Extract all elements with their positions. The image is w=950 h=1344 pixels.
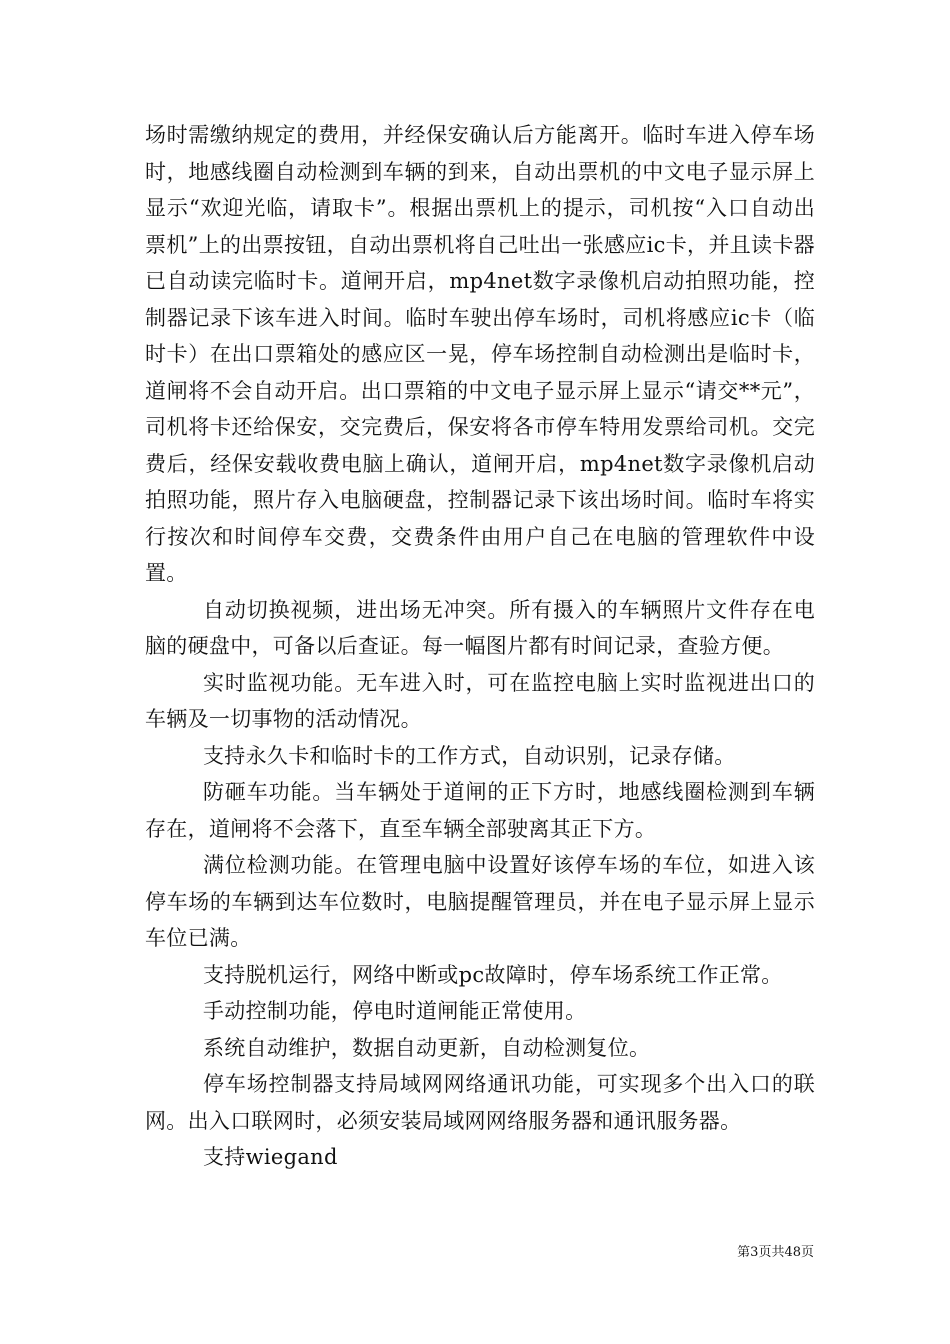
paragraph-wiegand: 支持wiegand: [203, 1145, 338, 1169]
paragraph-network: 停车场控制器支持局域网网络通讯功能，可实现多个出入口的联网。出入口联网时，必须安装局域网网络服务器和通讯服务器。: [145, 1072, 815, 1133]
paragraph-card-support: 支持永久卡和临时卡的工作方式，自动识别，记录存储。: [203, 743, 736, 768]
paragraph-full-detection: 满位检测功能。在管理电脑中设置好该停车场的车位，如进入该停车场的车辆到达车位数时，电脑提醒管理员，并在电子显示屏上显示车位已满。: [145, 853, 815, 950]
paragraph-video-switching: 自动切换视频，进出场无冲突。所有摄入的车辆照片文件存在电脑的硬盘中，可备以后查证。每一幅图片都有时间记录，查验方便。: [145, 597, 815, 658]
page-number: 第3页共48页: [737, 1245, 814, 1260]
paragraph-manual-control: 手动控制功能，停电时道闸能正常使用。: [203, 999, 587, 1023]
document-body: [145, 117, 815, 1176]
paragraph-realtime-monitoring: 实时监视功能。无车进入时，可在监控电脑上实时监视进出口的车辆及一切事物的活动情况。: [145, 670, 815, 731]
paragraph-continuation: 场时需缴纳规定的费用，并经保安确认后方能离开。临时车进入停车场时，地感线圈自动检测到车辆的到来，自动出票机的中文电子显示屏上显示“欢迎光临，请取卡”。根据出票机上的提示，司机按“入口自动出票机”上的出票按钮，自动出票机将自己吐出一张感应ic卡，并且读卡器已自动读完临时卡。道闸开启，mp4net数字录像机启动拍照功能，控制器记录下该车进入时间。临时车驶出停车场时，司机将感应ic卡（临时卡）在出口票箱处的感应区一晃，停车场控制自动检测出是临时卡，道闸将不会自动开启。出口票箱的中文电子显示屏上显示“请交**元”，司机将卡还给保安，交完费后，保安将各市停车特用发票给司机。交完费后，经保安载收费电脑上确认，道闸开启，mp4net数字录像机启动拍照功能，照片存入电脑硬盘，控制器记录下该出场时间。临时车将实行按次和时间停车交费，交费条件由用户自己在电脑的管理软件中设置。: [145, 123, 815, 585]
paragraph-anti-crash: 防砸车功能。当车辆处于道闸的正下方时，地感线圈检测到车辆存在，道闸将不会落下，直至车辆全部驶离其正下方。: [145, 780, 815, 841]
paragraph-offline-operation: 支持脱机运行，网络中断或pc故障时，停车场系统工作正常。: [203, 962, 783, 987]
paragraph-auto-maintenance: 系统自动维护，数据自动更新，自动检测复位。: [203, 1035, 651, 1060]
